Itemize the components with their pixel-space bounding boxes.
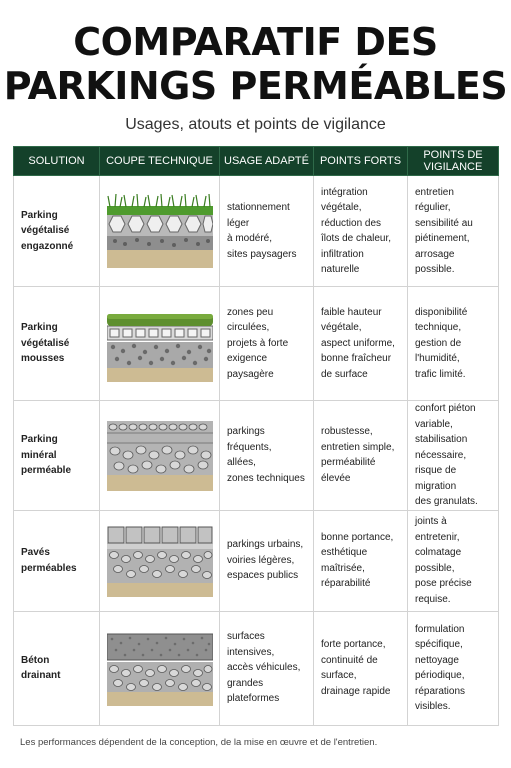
- table-row: [14, 287, 499, 401]
- solution-line: engazonné: [21, 240, 74, 252]
- moss-grid-section-icon: [100, 287, 220, 401]
- solution-line: drainant: [21, 670, 61, 681]
- solution-line: mousses: [21, 353, 65, 365]
- strengths-cell: bonne portance, esthétique maîtrisée, réparabilité: [314, 510, 408, 611]
- header-section: COUPE TECHNIQUE: [100, 147, 220, 176]
- header-usage: USAGE ADAPTÉ: [220, 147, 314, 176]
- solution-line: perméables: [21, 562, 77, 574]
- usage-cell: parkings fréquents, allées, zones techniques: [220, 401, 314, 511]
- usage-cell: zones peu circulées, projets à forte exigence paysagère: [220, 287, 314, 401]
- solution-cell: [14, 510, 100, 611]
- table-row: [14, 176, 499, 287]
- table-row: [14, 401, 499, 511]
- solution-line: perméable: [21, 465, 72, 476]
- footnote: Les performances dépendent de la conception, de la mise en œuvre et de l'entretien.: [20, 737, 378, 748]
- title-line-2: PARKINGS PERMÉABLES: [3, 64, 508, 108]
- solution-line: Parking: [21, 434, 58, 445]
- strengths-cell: robustesse, entretien simple, perméabilité élevée: [314, 401, 408, 511]
- page-title: [0, 20, 511, 108]
- usage-cell: stationnement léger à modéré, sites paysagers: [220, 176, 314, 287]
- table-header-row: [14, 147, 499, 176]
- solution-cell: [14, 611, 100, 725]
- vigilance-cell: disponibilité technique, gestion de l'humidité, trafic limité.: [408, 287, 499, 401]
- solution-cell: [14, 176, 100, 287]
- solution-line: végétalisé: [21, 337, 70, 349]
- solution-line: Pavés: [21, 547, 50, 558]
- paver-section-icon: [100, 510, 220, 611]
- porous-concrete-section-icon: [100, 611, 220, 725]
- solution-cell: [14, 401, 100, 511]
- header-solution: SOLUTION: [14, 147, 100, 176]
- solution-cell: [14, 287, 100, 401]
- vigilance-cell: entretien régulier, sensibilité au piétinement, arrosage possible.: [408, 176, 499, 287]
- vigilance-cell: confort piéton variable, stabilisation nécessaire, risque de migration des granulats.: [408, 401, 499, 511]
- strengths-cell: intégration végétale, réduction des îlots de chaleur, infiltration naturelle: [314, 176, 408, 287]
- solution-line: Parking: [21, 322, 58, 334]
- strengths-cell: faible hauteur végétale, aspect uniforme, bonne fraîcheur de surface: [314, 287, 408, 401]
- vigilance-cell: formulation spécifique, nettoyage périodique, réparations visibles.: [408, 611, 499, 725]
- solution-line: Béton: [21, 654, 50, 666]
- header-strengths: POINTS FORTS: [314, 147, 408, 176]
- solution-line: végétalisé: [21, 225, 70, 237]
- header-vigilance: POINTS DE VIGILANCE: [408, 147, 499, 176]
- page-subtitle: Usages, atouts et points de vigilance: [125, 116, 386, 133]
- strengths-cell: forte portance, continuité de surface, drainage rapide: [314, 611, 408, 725]
- table-row: [14, 510, 499, 611]
- grass-honeycomb-section-icon: [100, 176, 220, 287]
- table-row: [14, 611, 499, 725]
- vigilance-cell: joints à entretenir, colmatage possible, pose précise requise.: [408, 510, 499, 611]
- solution-line: minéral: [21, 449, 57, 461]
- gravel-layers-section-icon: [100, 401, 220, 511]
- usage-cell: parkings urbains, voiries légères, espaces publics: [220, 510, 314, 611]
- title-line-1: COMPARATIF DES: [73, 20, 438, 64]
- solution-line: Parking: [21, 209, 58, 221]
- comparison-table: [13, 146, 499, 726]
- usage-cell: surfaces intensives, accès véhicules, grandes plateformes: [220, 611, 314, 725]
